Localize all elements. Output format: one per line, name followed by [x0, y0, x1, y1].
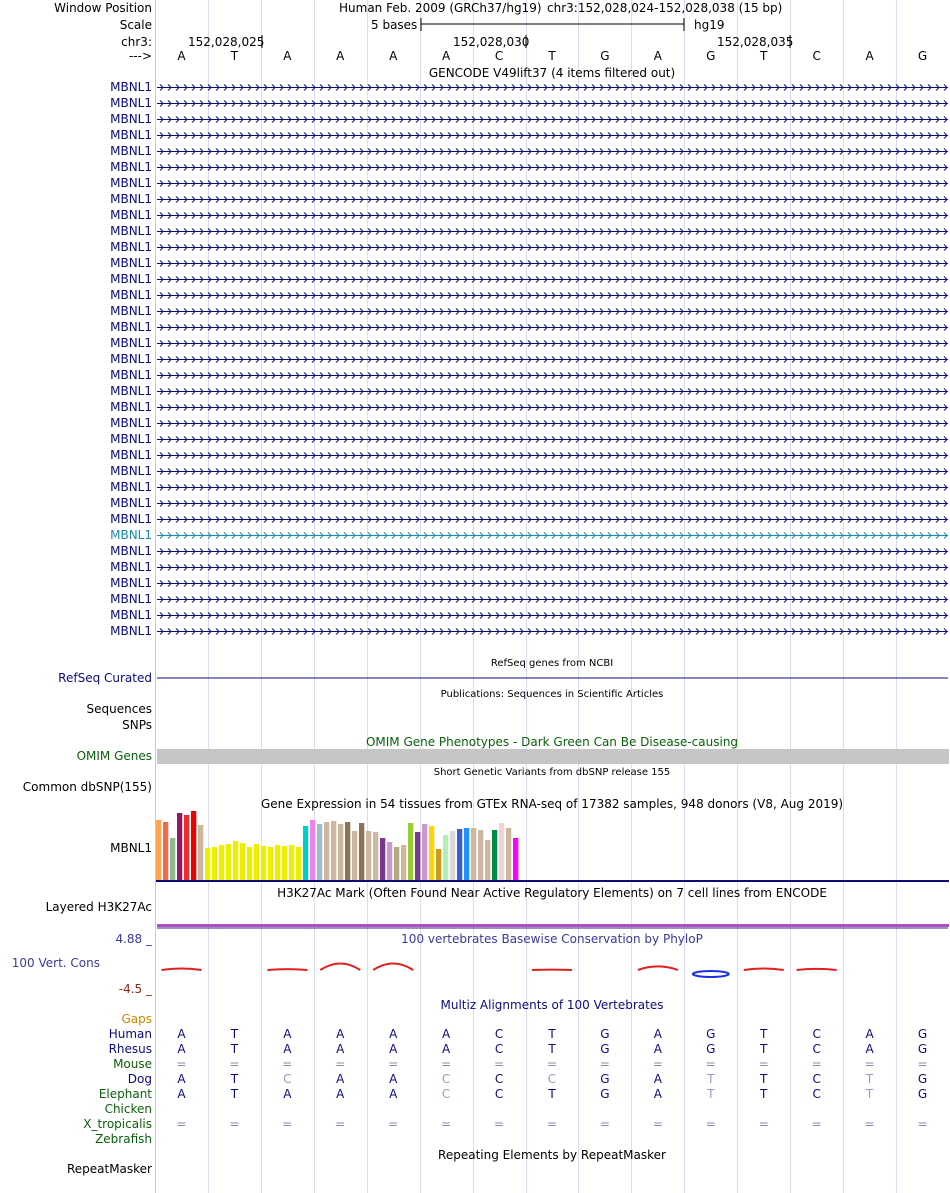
- multiz-base: A: [336, 1072, 345, 1086]
- gtex-bar: [198, 825, 203, 880]
- multiz-base: G: [917, 1027, 928, 1041]
- gencode-gene-label[interactable]: MBNL1: [110, 432, 152, 446]
- gtex-bar: [345, 822, 350, 880]
- gencode-gene-label[interactable]: MBNL1: [110, 464, 152, 478]
- multiz-base: A: [283, 1027, 292, 1041]
- gencode-gene-label[interactable]: MBNL1: [110, 176, 152, 190]
- multiz-base: A: [653, 1087, 662, 1101]
- multiz-base: =: [335, 1057, 346, 1071]
- omim-gene-bar: [157, 749, 949, 764]
- multiz-base: C: [812, 1027, 821, 1041]
- gencode-gene-label[interactable]: MBNL1: [110, 240, 152, 254]
- multiz-base: A: [336, 1087, 345, 1101]
- multiz-base: C: [283, 1072, 292, 1086]
- h3k27ac-title[interactable]: H3K27Ac Mark (Often Found Near Active Regulatory Elements) on 7 cell lines from ENCODE: [277, 886, 827, 900]
- reference-base: T: [548, 49, 556, 63]
- gtex-bar: [373, 832, 378, 880]
- gtex-gene-label[interactable]: MBNL1: [110, 841, 152, 855]
- reference-base: A: [389, 49, 398, 63]
- multiz-base: A: [177, 1042, 186, 1056]
- multiz-base: A: [653, 1042, 662, 1056]
- multiz-base: =: [811, 1117, 822, 1131]
- multiz-base: G: [917, 1087, 928, 1101]
- phylop-max-label: 4.88 _: [115, 932, 152, 946]
- scale-db: hg19: [694, 18, 725, 32]
- multiz-base: =: [282, 1117, 293, 1131]
- gtex-bar: [380, 838, 385, 880]
- gtex-bar: [303, 826, 308, 880]
- multiz-base: A: [389, 1072, 398, 1086]
- gencode-gene-label[interactable]: MBNL1: [110, 304, 152, 318]
- phylop-min-label: -4.5 _: [118, 982, 152, 996]
- gtex-bar: [394, 847, 399, 880]
- gtex-bar: [324, 822, 329, 880]
- multiz-title[interactable]: Multiz Alignments of 100 Vertebrates: [440, 998, 664, 1012]
- phylop-title[interactable]: 100 vertebrates Basewise Conservation by PhyloP: [401, 932, 703, 946]
- multiz-base: =: [758, 1117, 769, 1131]
- multiz-base: C: [812, 1072, 821, 1086]
- gtex-bar: [254, 844, 259, 880]
- multiz-base: T: [760, 1072, 768, 1086]
- gtex-bar: [247, 847, 252, 880]
- gtex-bar: [359, 823, 364, 880]
- gtex-bar: [408, 823, 413, 880]
- gtex-bar: [401, 845, 406, 880]
- phylop-label[interactable]: 100 Vert. Cons: [11, 956, 100, 970]
- refseq-label[interactable]: RefSeq Curated: [58, 671, 152, 685]
- multiz-species-label[interactable]: Human: [108, 1027, 152, 1041]
- gtex-bar: [352, 831, 357, 880]
- multiz-base: A: [865, 1042, 874, 1056]
- phylop-positive-mark: [267, 969, 307, 970]
- gencode-title[interactable]: GENCODE V49lift37 (4 items filtered out): [428, 66, 676, 80]
- multiz-base: A: [283, 1042, 292, 1056]
- reference-base: A: [442, 49, 451, 63]
- gtex-bar: [499, 823, 504, 880]
- gtex-bar: [415, 832, 420, 880]
- multiz-base: =: [652, 1117, 663, 1131]
- gtex-bar: [170, 838, 175, 880]
- multiz-base: G: [706, 1042, 716, 1056]
- multiz-base: T: [230, 1087, 239, 1101]
- multiz-base: C: [441, 1087, 451, 1101]
- gtex-bar: [478, 830, 483, 880]
- multiz-base: A: [442, 1042, 451, 1056]
- multiz-base: A: [653, 1072, 662, 1086]
- multiz-base: C: [547, 1072, 557, 1086]
- phylop-positive-mark: [797, 969, 837, 970]
- multiz-species-label[interactable]: Rhesus: [108, 1042, 152, 1056]
- window-position-label: Window Position: [54, 1, 152, 15]
- multiz-species-label[interactable]: X_tropicalis: [83, 1117, 152, 1131]
- gencode-gene-label[interactable]: MBNL1: [110, 448, 152, 462]
- refseq-title[interactable]: RefSeq genes from NCBI: [490, 658, 614, 669]
- multiz-species-label[interactable]: Mouse: [113, 1057, 152, 1071]
- reference-base: G: [600, 49, 610, 63]
- gencode-gene-label[interactable]: MBNL1: [110, 592, 152, 606]
- gencode-gene-label[interactable]: MBNL1: [110, 160, 152, 174]
- reference-base: A: [336, 49, 345, 63]
- gtex-bar: [205, 848, 210, 880]
- gtex-bar: [212, 847, 217, 880]
- gencode-gene-label[interactable]: MBNL1: [110, 224, 152, 238]
- gtex-bar: [492, 830, 497, 880]
- gencode-gene-label[interactable]: MBNL1: [110, 560, 152, 574]
- gtex-bar: [296, 847, 301, 880]
- gencode-gene-label[interactable]: MBNL1: [110, 624, 152, 638]
- reference-base: A: [283, 49, 292, 63]
- gtex-bar: [268, 847, 273, 880]
- gencode-gene-label[interactable]: MBNL1: [110, 480, 152, 494]
- multiz-base: T: [760, 1042, 768, 1056]
- gtex-bar: [156, 820, 161, 880]
- multiz-base: T: [548, 1027, 556, 1041]
- gtex-bar: [422, 824, 427, 880]
- gtex-bar: [317, 824, 322, 880]
- strand-label: --->: [128, 49, 152, 63]
- multiz-base: =: [864, 1057, 875, 1071]
- multiz-base: =: [599, 1117, 610, 1131]
- gtex-bar: [261, 846, 266, 880]
- coord-tick-label: 152,028,030: [453, 35, 530, 49]
- gencode-gene-label[interactable]: MBNL1: [110, 144, 152, 158]
- multiz-base: =: [546, 1057, 558, 1071]
- pubs-title[interactable]: Publications: Sequences in Scientific Articles: [440, 689, 664, 700]
- gencode-gene-label[interactable]: MBNL1: [110, 608, 152, 622]
- repeatmasker-title[interactable]: Repeating Elements by RepeatMasker: [438, 1148, 666, 1162]
- gtex-bar: [457, 829, 462, 880]
- reference-base: G: [917, 49, 928, 63]
- multiz-base: C: [494, 1027, 504, 1041]
- reference-base: T: [230, 49, 239, 63]
- multiz-gaps-label[interactable]: Gaps: [121, 1012, 152, 1026]
- pubs-snps-label[interactable]: SNPs: [122, 718, 152, 732]
- multiz-species-label[interactable]: Chicken: [104, 1102, 152, 1116]
- gtex-bar: [226, 844, 231, 880]
- multiz-base: A: [336, 1042, 345, 1056]
- multiz-base: =: [599, 1057, 610, 1071]
- gtex-bar: [282, 846, 287, 880]
- multiz-base: T: [865, 1087, 874, 1101]
- gencode-gene-label[interactable]: MBNL1: [110, 320, 152, 334]
- multiz-base: A: [283, 1087, 292, 1101]
- multiz-base: =: [388, 1057, 399, 1071]
- multiz-species-label[interactable]: Dog: [127, 1072, 152, 1086]
- gtex-bar: [184, 815, 189, 880]
- gencode-gene-label[interactable]: MBNL1: [110, 528, 152, 542]
- gtex-bar: [233, 841, 238, 880]
- gencode-gene-label[interactable]: MBNL1: [110, 112, 152, 126]
- multiz-base: =: [864, 1117, 875, 1131]
- gtex-bar: [464, 828, 469, 880]
- gencode-gene-label[interactable]: MBNL1: [110, 192, 152, 206]
- gencode-gene-label[interactable]: MBNL1: [110, 400, 152, 414]
- gtex-bar: [436, 849, 441, 880]
- phylop-positive-mark: [638, 966, 678, 970]
- multiz-base: A: [389, 1087, 398, 1101]
- scale-label: Scale: [119, 18, 152, 32]
- multiz-base: G: [600, 1072, 610, 1086]
- multiz-base: T: [548, 1042, 556, 1056]
- multiz-base: C: [441, 1072, 451, 1086]
- multiz-base: C: [812, 1042, 821, 1056]
- multiz-base: =: [811, 1057, 822, 1071]
- multiz-base: =: [917, 1117, 928, 1131]
- gtex-bar: [331, 821, 336, 880]
- multiz-base: G: [917, 1072, 928, 1086]
- gencode-gene-label[interactable]: MBNL1: [110, 496, 152, 510]
- phylop-positive-mark: [161, 969, 201, 970]
- reference-base: A: [865, 49, 874, 63]
- multiz-base: T: [230, 1027, 239, 1041]
- multiz-base: T: [230, 1042, 239, 1056]
- reference-base: A: [653, 49, 662, 63]
- multiz-base: C: [812, 1087, 821, 1101]
- multiz-base: =: [282, 1057, 293, 1071]
- coord-tick-label: 152,028,035: [717, 35, 794, 49]
- multiz-base: =: [758, 1057, 769, 1071]
- multiz-base: G: [600, 1042, 610, 1056]
- multiz-base: C: [494, 1042, 504, 1056]
- multiz-base: =: [176, 1117, 187, 1131]
- multiz-base: =: [229, 1057, 240, 1071]
- phylop-negative-mark: [693, 971, 729, 977]
- multiz-base: T: [760, 1027, 768, 1041]
- gtex-bar: [338, 824, 343, 880]
- multiz-base: =: [494, 1057, 505, 1071]
- reference-base: G: [706, 49, 716, 63]
- gtex-bar: [289, 845, 294, 880]
- multiz-base: =: [652, 1057, 663, 1071]
- gtex-bar: [219, 845, 224, 880]
- dbsnp-title[interactable]: Short Genetic Variants from dbSNP release 155: [433, 767, 671, 778]
- gtex-bar: [163, 822, 168, 880]
- multiz-base: G: [600, 1087, 610, 1101]
- gencode-gene-label[interactable]: MBNL1: [110, 416, 152, 430]
- gtex-bar: [240, 843, 245, 880]
- multiz-base: C: [494, 1072, 504, 1086]
- multiz-base: T: [548, 1087, 556, 1101]
- gencode-gene-label[interactable]: MBNL1: [110, 384, 152, 398]
- h3k27ac-label[interactable]: Layered H3K27Ac: [45, 900, 152, 914]
- multiz-base: =: [229, 1117, 240, 1131]
- multiz-base: A: [336, 1027, 345, 1041]
- gtex-bar: [471, 828, 476, 880]
- multiz-species-label[interactable]: Zebrafish: [95, 1132, 152, 1146]
- multiz-base: A: [177, 1072, 186, 1086]
- multiz-base: C: [494, 1087, 504, 1101]
- gtex-bar: [443, 835, 448, 880]
- gencode-gene-label[interactable]: MBNL1: [110, 352, 152, 366]
- gtex-bar: [450, 831, 455, 880]
- multiz-base: =: [494, 1117, 505, 1131]
- gencode-gene-label[interactable]: MBNL1: [110, 512, 152, 526]
- multiz-base: =: [546, 1117, 558, 1131]
- multiz-base: =: [441, 1057, 452, 1071]
- gencode-gene-label[interactable]: MBNL1: [110, 256, 152, 270]
- multiz-base: T: [230, 1072, 239, 1086]
- gtex-bar: [366, 831, 371, 880]
- gencode-gene-label[interactable]: MBNL1: [110, 368, 152, 382]
- gtex-bar: [513, 838, 518, 880]
- multiz-base: =: [705, 1117, 716, 1131]
- h3k27ac-signal: [157, 924, 949, 927]
- reference-base: A: [177, 49, 186, 63]
- multiz-base: T: [760, 1087, 768, 1101]
- multiz-base: T: [865, 1072, 874, 1086]
- multiz-base: A: [177, 1087, 186, 1101]
- gencode-gene-label[interactable]: MBNL1: [110, 80, 152, 94]
- multiz-base: =: [388, 1117, 399, 1131]
- gtex-title[interactable]: Gene Expression in 54 tissues from GTEx RNA-seq of 17382 samples, 948 donors (V8, Aug 2019): [260, 797, 844, 811]
- multiz-base: A: [177, 1027, 186, 1041]
- multiz-base: G: [600, 1027, 610, 1041]
- phylop-positive-mark: [744, 969, 784, 970]
- multiz-base: G: [706, 1027, 716, 1041]
- gencode-gene-label[interactable]: MBNL1: [110, 96, 152, 110]
- multiz-base: A: [865, 1027, 874, 1041]
- multiz-base: =: [705, 1057, 716, 1071]
- multiz-base: T: [707, 1072, 715, 1086]
- scale-bar-text: 5 bases: [371, 18, 418, 32]
- gencode-gene-label[interactable]: MBNL1: [110, 544, 152, 558]
- chrom-label: chr3:: [121, 35, 152, 49]
- multiz-base: T: [707, 1087, 715, 1101]
- multiz-base: A: [442, 1027, 451, 1041]
- multiz-base: =: [441, 1117, 452, 1131]
- multiz-base: A: [389, 1027, 398, 1041]
- phylop-positive-mark: [320, 964, 360, 970]
- reference-base: T: [760, 49, 768, 63]
- multiz-species-label[interactable]: Elephant: [98, 1087, 152, 1101]
- pubs-sequences-label[interactable]: Sequences: [86, 702, 152, 716]
- gencode-gene-label[interactable]: MBNL1: [110, 288, 152, 302]
- omim-title[interactable]: OMIM Gene Phenotypes - Dark Green Can Be Disease-causing: [365, 735, 739, 749]
- gtex-bar: [177, 813, 182, 880]
- gtex-bar: [387, 842, 392, 880]
- gtex-bar: [310, 820, 315, 880]
- phylop-positive-mark: [373, 964, 413, 970]
- gtex-bar: [275, 845, 280, 880]
- gencode-gene-label[interactable]: MBNL1: [110, 208, 152, 222]
- position-text: chr3:152,028,024-152,028,038 (15 bp): [547, 1, 783, 15]
- gencode-gene-label[interactable]: MBNL1: [110, 576, 152, 590]
- repeatmasker-label[interactable]: RepeatMasker: [66, 1162, 152, 1176]
- gtex-bar: [429, 826, 434, 880]
- gencode-gene-label[interactable]: MBNL1: [110, 336, 152, 350]
- multiz-base: A: [653, 1027, 662, 1041]
- gencode-gene-label[interactable]: MBNL1: [110, 128, 152, 142]
- omim-label[interactable]: OMIM Genes: [76, 749, 152, 763]
- dbsnp-label[interactable]: Common dbSNP(155): [22, 780, 152, 794]
- gencode-gene-label[interactable]: MBNL1: [110, 272, 152, 286]
- assembly-title: Human Feb. 2009 (GRCh37/hg19): [339, 1, 542, 15]
- reference-base: C: [812, 49, 821, 63]
- reference-base: C: [494, 49, 504, 63]
- gtex-bar: [485, 840, 490, 880]
- multiz-base: =: [335, 1117, 346, 1131]
- multiz-base: =: [917, 1057, 928, 1071]
- multiz-base: G: [917, 1042, 928, 1056]
- gtex-bar: [506, 828, 511, 880]
- gtex-bar: [191, 811, 196, 880]
- multiz-base: =: [176, 1057, 187, 1071]
- coord-tick-label: 152,028,025: [188, 35, 265, 49]
- multiz-base: A: [389, 1042, 398, 1056]
